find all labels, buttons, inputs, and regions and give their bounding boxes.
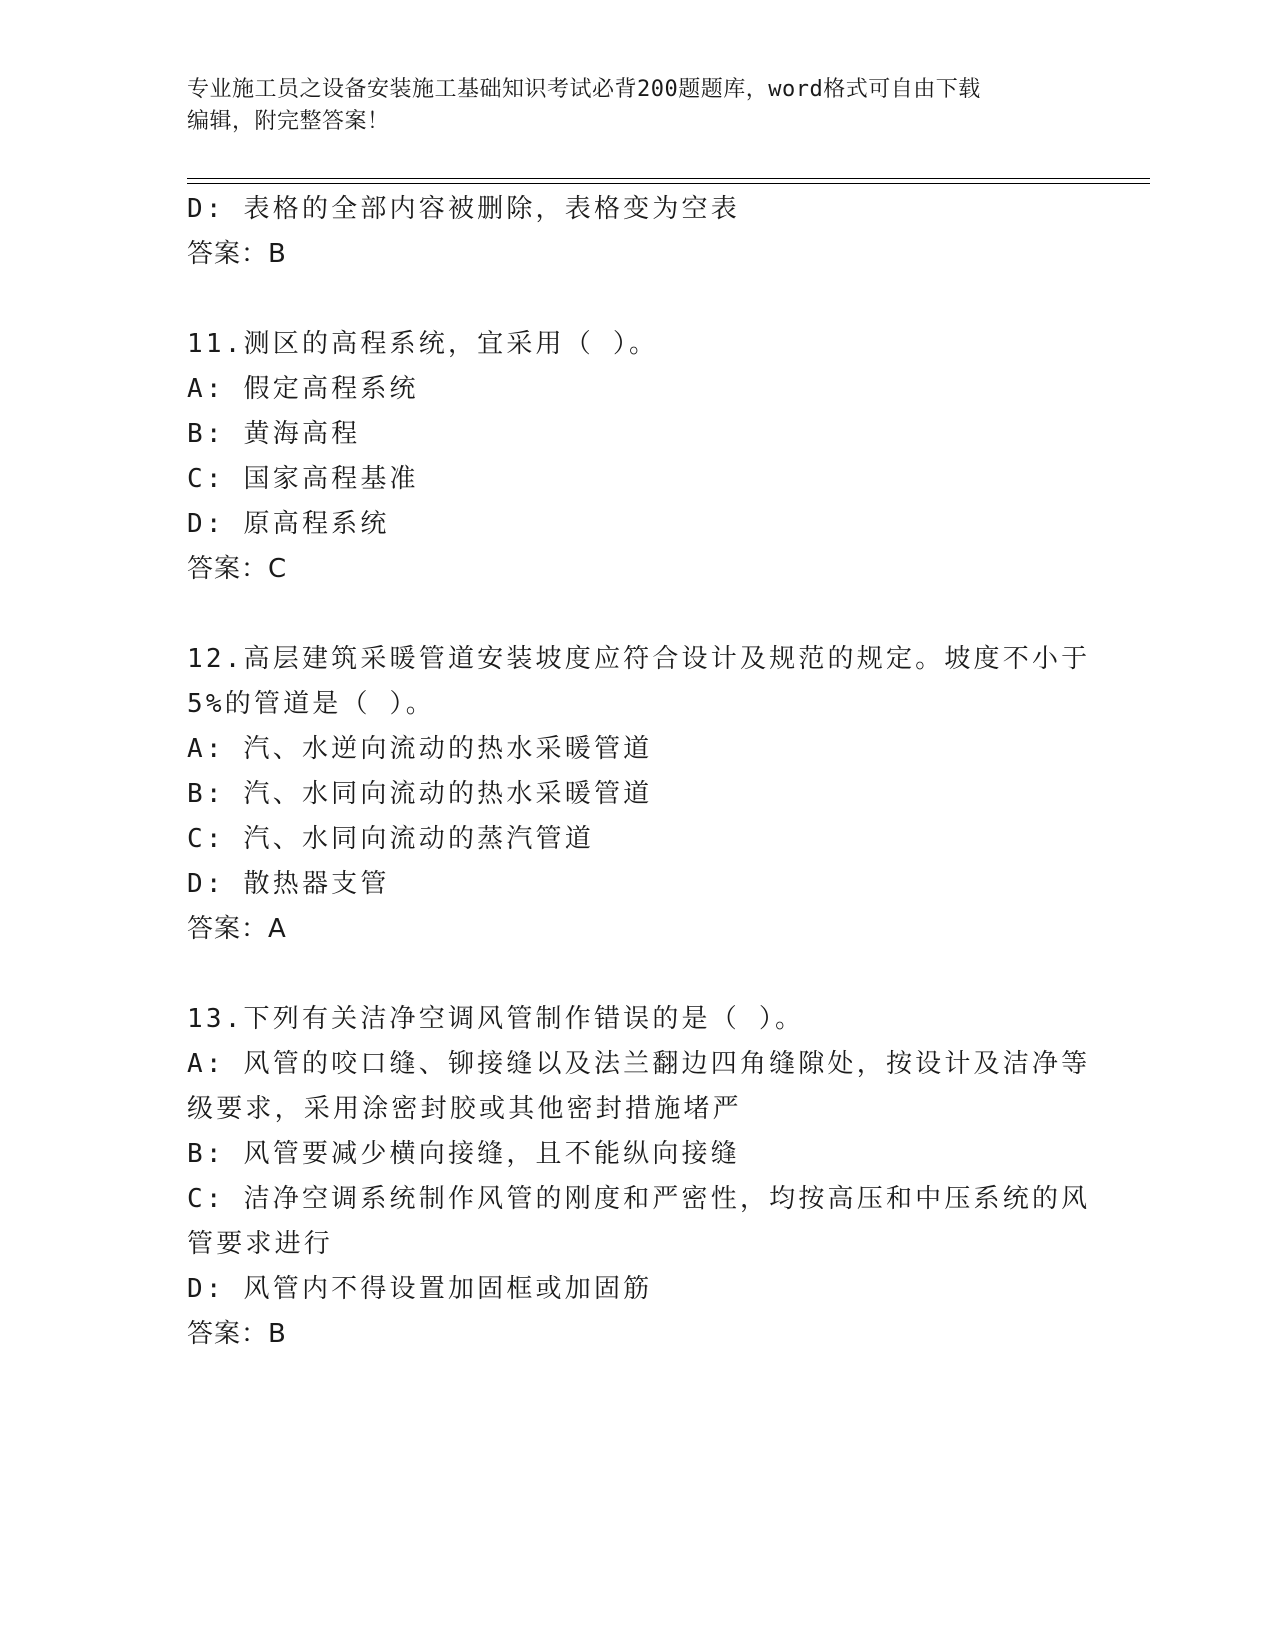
q12-stem-line-1: 12.高层建筑采暖管道安装坡度应符合设计及规范的规定。坡度不小于 — [187, 644, 1091, 674]
q13-stem: 13.下列有关洁净空调风管制作错误的是（ ）。 — [187, 1004, 805, 1034]
q13-answer: 答案：B — [187, 1319, 287, 1349]
q12-option-c: C: 汽、水同向流动的蒸汽管道 — [187, 824, 594, 854]
document-header — [187, 74, 1087, 138]
q11-option-c: C: 国家高程基准 — [187, 464, 419, 494]
q13-option-d: D: 风管内不得设置加固框或加固筋 — [187, 1274, 653, 1304]
q12-option-a: A: 汽、水逆向流动的热水采暖管道 — [187, 734, 653, 764]
header-divider-bottom — [187, 183, 1150, 184]
q11-stem: 11.测区的高程系统，宜采用（ ）。 — [187, 329, 659, 359]
q11-answer: 答案：C — [187, 554, 288, 584]
q12-stem-line-2: 5%的管道是（ ）。 — [187, 689, 435, 719]
q13-option-c-line-2: 管要求进行 — [187, 1229, 334, 1259]
prev-answer: 答案：B — [187, 239, 287, 269]
q13-option-a-line-1: A: 风管的咬口缝、铆接缝以及法兰翻边四角缝隙处，按设计及洁净等 — [187, 1049, 1091, 1079]
q12-answer: 答案：A — [187, 914, 287, 944]
q11-option-a: A: 假定高程系统 — [187, 374, 419, 404]
q13-option-c-line-1: C: 洁净空调系统制作风管的刚度和严密性，均按高压和中压系统的风 — [187, 1184, 1091, 1214]
q13-option-b: B: 风管要减少横向接缝，且不能纵向接缝 — [187, 1139, 740, 1169]
header-title-line-2: 编辑，附完整答案！ — [187, 109, 390, 134]
q13-option-a-line-2: 级要求，采用涂密封胶或其他密封措施堵严 — [187, 1094, 742, 1124]
q11-option-d: D: 原高程系统 — [187, 509, 390, 539]
prev-option-d: D: 表格的全部内容被删除，表格变为空表 — [187, 194, 740, 224]
q12-option-b: B: 汽、水同向流动的热水采暖管道 — [187, 779, 653, 809]
q11-option-b: B: 黄海高程 — [187, 419, 361, 449]
header-divider-top — [187, 178, 1150, 179]
q12-option-d: D: 散热器支管 — [187, 869, 390, 899]
header-title-line-1: 专业施工员之设备安装施工基础知识考试必背200题题库，word格式可自由下载 — [187, 77, 981, 102]
